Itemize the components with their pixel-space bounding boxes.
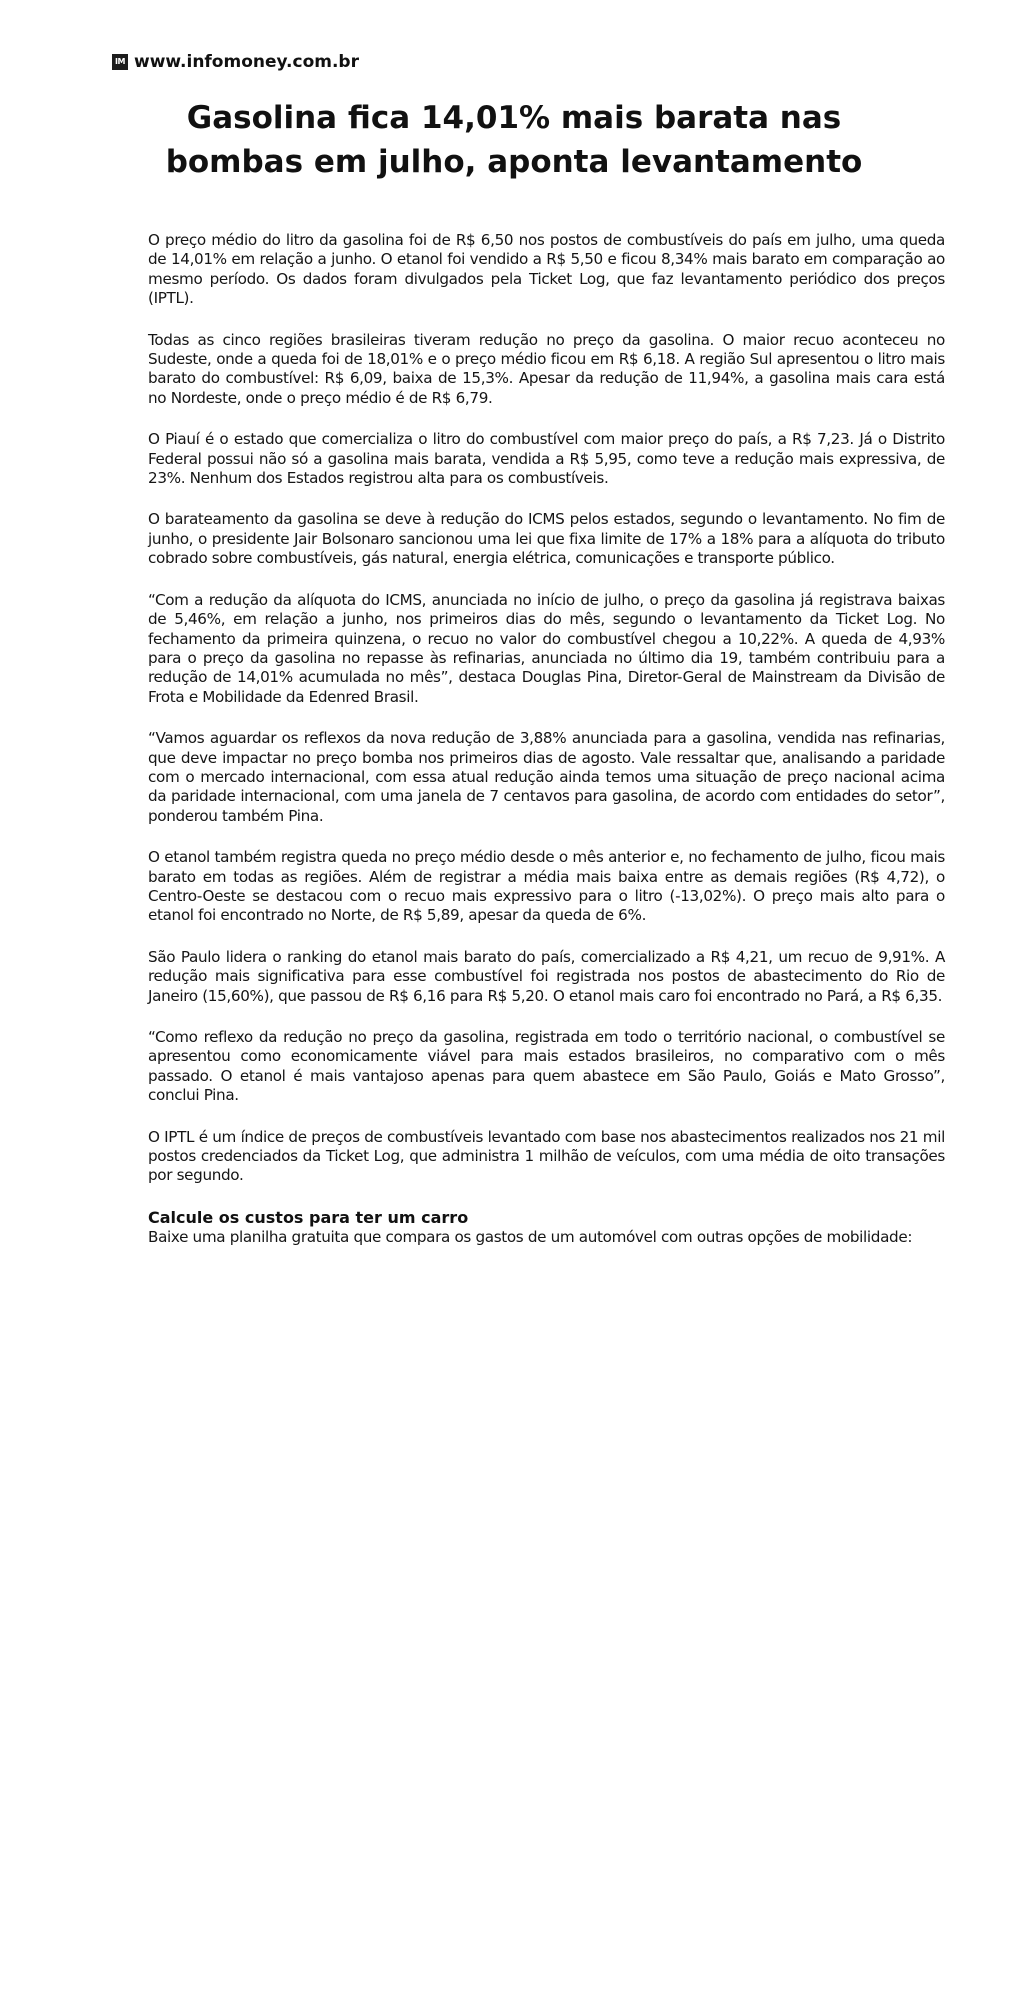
article-paragraph: O barateamento da gasolina se deve à redução do ICMS pelos estados, segundo o levantamento. No fim de junho, o presidente Jair Bolsonaro sancionou uma lei que fixa limite de 17% a 18% para a alíquota do tributo cobrado sobre combustíveis, gás natural, energia elétrica, comunicações e transporte público. (148, 510, 945, 568)
article-paragraph: “Com a redução da alíquota do ICMS, anunciada no início de julho, o preço da gasolina já registrava baixas de 5,46%, em relação a junho, nos primeiros dias do mês, segundo o levantamento da Ticket Log. No fechamento da primeira quinzena, o recuo no valor do combustível chegou a 10,22%. A queda de 4,93% para o preço da gasolina no repasse às refinarias, anunciada no último dia 19, também contribuiu para a redução de 14,01% acumulada no mês”, destaca Douglas Pina, Diretor-Geral de Mainstream da Divisão de Frota e Mobilidade da Edenred Brasil. (148, 590, 945, 706)
article-body (148, 231, 945, 1269)
article-paragraph: O IPTL é um índice de preços de combustíveis levantado com base nos abastecimentos realizados nos 21 mil postos credenciados da Ticket Log, que administra 1 milhão de veículos, com uma média de oito transações por segundo. (148, 1127, 945, 1185)
cta-text: Baixe uma planilha gratuita que compara os gastos de um automóvel com outras opções de mobilidade: (148, 1227, 913, 1246)
cta-title: Calcule os custos para ter um carro (148, 1207, 469, 1227)
cta-section (148, 1208, 945, 1247)
site-header (112, 52, 359, 72)
site-url-link[interactable]: www.infomoney.com.br (134, 52, 359, 72)
article-paragraph: “Como reflexo da redução no preço da gasolina, registrada em todo o território nacional, o combustível se apresentou como economicamente viável para mais estados brasileiros, no comparativo com o mês passado. O etanol é mais vantajoso apenas para quem abastece em São Paulo, Goiás e Mato Grosso”, conclui Pina. (148, 1028, 945, 1105)
article-paragraph: O preço médio do litro da gasolina foi de R$ 6,50 nos postos de combustíveis do país em julho, uma queda de 14,01% em relação a junho. O etanol foi vendido a R$ 5,50 e ficou 8,34% mais barato em comparação ao mesmo período. Os dados foram divulgados pela Ticket Log, que faz levantamento periódico dos preços (IPTL). (148, 231, 945, 308)
article-paragraph: Todas as cinco regiões brasileiras tiveram redução no preço da gasolina. O maior recuo aconteceu no Sudeste, onde a queda foi de 18,01% e o preço médio ficou em R$ 6,18. A região Sul apresentou o litro mais barato do combustível: R$ 6,09, baixa de 15,3%. Apesar da redução de 11,94%, a gasolina mais cara está no Nordeste, onde o preço médio é de R$ 6,79. (148, 330, 945, 407)
article-paragraph: São Paulo lidera o ranking do etanol mais barato do país, comercializado a R$ 4,21, um recuo de 9,91%. A redução mais significativa para esse combustível foi registrada nos postos de abastecimento do Rio de Janeiro (15,60%), que passou de R$ 6,16 para R$ 5,20. O etanol mais caro foi encontrado no Pará, a R$ 6,35. (148, 947, 945, 1005)
article-title: Gasolina fica 14,01% mais barata nas bombas em julho, aponta levantamento (165, 100, 863, 180)
article-paragraph: O Piauí é o estado que comercializa o litro do combustível com maior preço do país, a R$ 7,23. Já o Distrito Federal possui não só a gasolina mais barata, vendida a R$ 5,95, como teve a redução mais expressiva, de 23%. Nenhum dos Estados registrou alta para os combustíveis. (148, 430, 945, 488)
infomoney-logo-icon: IM (112, 54, 128, 70)
article-paragraph: “Vamos aguardar os reflexos da nova redução de 3,88% anunciada para a gasolina, vendida nas refinarias, que deve impactar no preço bomba nos primeiros dias de agosto. Vale ressaltar que, analisando a paridade com o mercado internacional, com essa atual redução ainda temos uma situação de preço nacional acima da paridade internacional, com uma janela de 7 centavos para gasolina, de acordo com entidades do setor”, ponderou também Pina. (148, 729, 945, 825)
article-paragraph: O etanol também registra queda no preço médio desde o mês anterior e, no fechamento de julho, ficou mais barato em todas as regiões. Além de registrar a média mais baixa entre as demais regiões (R$ 4,72), o Centro-Oeste se destacou com o recuo mais expressivo para o litro (-13,02%). O preço mais alto para o etanol foi encontrado no Norte, de R$ 5,89, apesar da queda de 6%. (148, 848, 945, 925)
